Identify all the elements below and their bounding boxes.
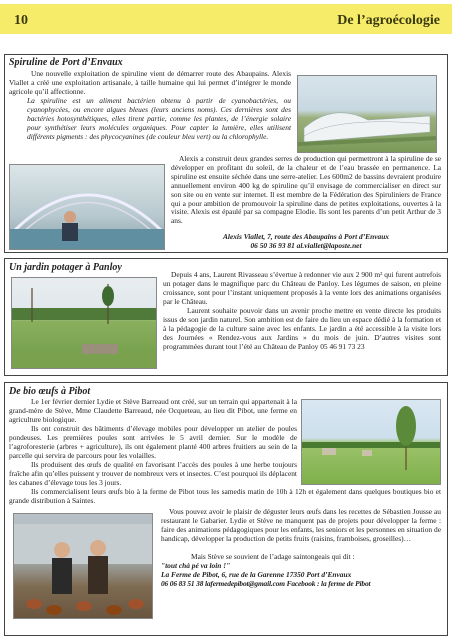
greenhouse-interior-photo xyxy=(9,164,165,250)
oeufs-paragraph-3: Ils produisent des œufs de qualité en favorisant l’accès des poules à une herbe toujours fraîche afin qu’elles puissent y trouver de nombreux vers et insectes. C’est pourquoi ils déplacent les cabanes d’élevage tous les 3 jours. xyxy=(9,460,297,487)
oeufs-paragraph-1: Le 1er février dernier Lydie et Stève Barreaud ont créé, sur un terrain qui appartenait à la grand-mère de Stève, Mme Claudette Barreaud, née Ocqueteau, au lieu dit Pibot, une ferme en agriculture biologique. xyxy=(9,397,297,424)
oeufs-paragraph-4: Ils commercialisent leurs œufs bio à la ferme de Pibot tous les samedis matin de 10h à 12h et également dans quelques boutiques bio et grande distribution à Saintes. xyxy=(9,487,441,505)
page-number: 10 xyxy=(14,13,28,28)
spiruline-contact-address: Alexis Viallet, 7, route des Abaupains à Port d’Envaux xyxy=(222,232,390,241)
jardin-paragraph-1: Depuis 4 ans, Laurent Rivasseau s’évertue à redonner vie aux 2 900 m² qui furent autrefois un potager dans le magnifique parc du Château de Panloy. Les légumes de saison, en pleine croissance, sont pour l’instant uniquement proposés à la vente lors des animations organisées par le Château. xyxy=(163,270,441,306)
oeufs-article xyxy=(4,382,448,636)
page-header xyxy=(0,4,452,34)
oeufs-paragraph-2: Ils ont construit des bâtiments d’élevage mobiles pour développer un atelier de poules pondeuses. Les premières poules sont arrivées le 5 avril dernier. Sur le modèle de l’agroforesterie (arbres + agriculture), ils ont également planté 400 arbres fruitiers au sein de la parcelle qui servira de parcours pour les volailles. xyxy=(9,424,297,460)
oeufs-contact-phone: 06 06 83 51 38 lafermedepibot@gmail.com Facebook : la ferme de Pibot xyxy=(161,579,371,588)
jardin-paragraph-2: Laurent souhaite pouvoir dans un avenir proche mettre en vente directe les produits issus de son jardin naturel. Son ambition est de faire du lieu un espace dédié à la formation et à la pédagogie de la culture saine avec les enfants. Le jardin a été accessible à la visite lors des Journées « Rendez-vous aux Jardins » du mois de juin. D’autres visites sont programmées durant tout l’été au Château de Panloy 05 46 91 73 23 xyxy=(163,306,441,351)
oeufs-contact-address: La Ferme de Pibot, 6, rue de la Garenne 17350 Port d’Envaux xyxy=(161,570,352,579)
jardin-title: Un jardin potager à Panloy xyxy=(9,262,122,273)
spiruline-body: Alexis a construit deux grandes serres de production qui permettront à la spiruline de se développer en profitant du soleil, de la chaleur et de l’eau brassée en permanence. La spiruline est ensuite séchée dans une serre-atelier. Les 600m2 de bassins devraient produire annuellement environ 400 kg de spiruline qu’il envisage de commercialiser en direct sur son site ou en vente sur internet. Il est membre de la Fédération des Spiruliniers de France qui a pour ambition de promouvoir la spiruline dans de petites exploitations, ouvertes à la visite. Alexis est épaulé par sa compagne Elodie. Ils sont les parents d’un petit Arthur de 3 ans. xyxy=(171,154,441,226)
farmers-with-hens-photo xyxy=(13,513,153,619)
spiruline-article xyxy=(4,54,448,253)
vegetable-garden-photo xyxy=(11,277,157,369)
spiruline-title: Spiruline de Port d’Envaux xyxy=(9,57,123,68)
spiruline-intro: Une nouvelle exploitation de spiruline vient de démarrer route des Abaupains. Alexis Viallet a créé une exploitation artisanale, à taille humaine qui lui permet d’intégrer le monde agricole qu’il affectionne. xyxy=(9,69,291,96)
oeufs-paragraph-6: Mais Stève se souvient de l’adage saintongeais qui dit : xyxy=(191,552,355,561)
spiruline-contact-phone: 06 50 36 93 81 al.viallet@laposte.net xyxy=(250,241,362,250)
spiruline-definition: La spiruline est un aliment bactérien obtenu à partir de cyanobactéries, ou cyanophycées, ou encore algues bleues (leurs anciens noms). Ces dernières sont des bactéries hotosynthétiques, elles tirent partie, comme les plantes, de l’énergie solaire pour synthétiser leurs molécules organiques. Pour capter la lumière, elles utilisent différents pigments : des phycocyanines (de couleur bleu vert) ou la chlorophylle. xyxy=(27,96,291,141)
farm-field-photo xyxy=(301,399,441,485)
oeufs-title: De bio œufs à Pibot xyxy=(9,386,91,397)
greenhouse-photo xyxy=(297,75,437,153)
section-title: De l’agroécologie xyxy=(337,13,440,28)
oeufs-paragraph-5: Vous pouvez avoir le plaisir de déguster leurs œufs dans les recettes de Sébastien Jousse au restaurant le Gabarier. Lydie et Stève ne manquent pas de projets pour développer la ferme : faire des animations pédagogiques pour les enfants, les seniors et les personnes en situation de handicap, développer la production de petits fruits (raisins, framboises, groseilles)… xyxy=(161,507,441,543)
jardin-article xyxy=(4,258,448,376)
oeufs-quote: "tout chà pé va loin !" xyxy=(161,561,231,570)
